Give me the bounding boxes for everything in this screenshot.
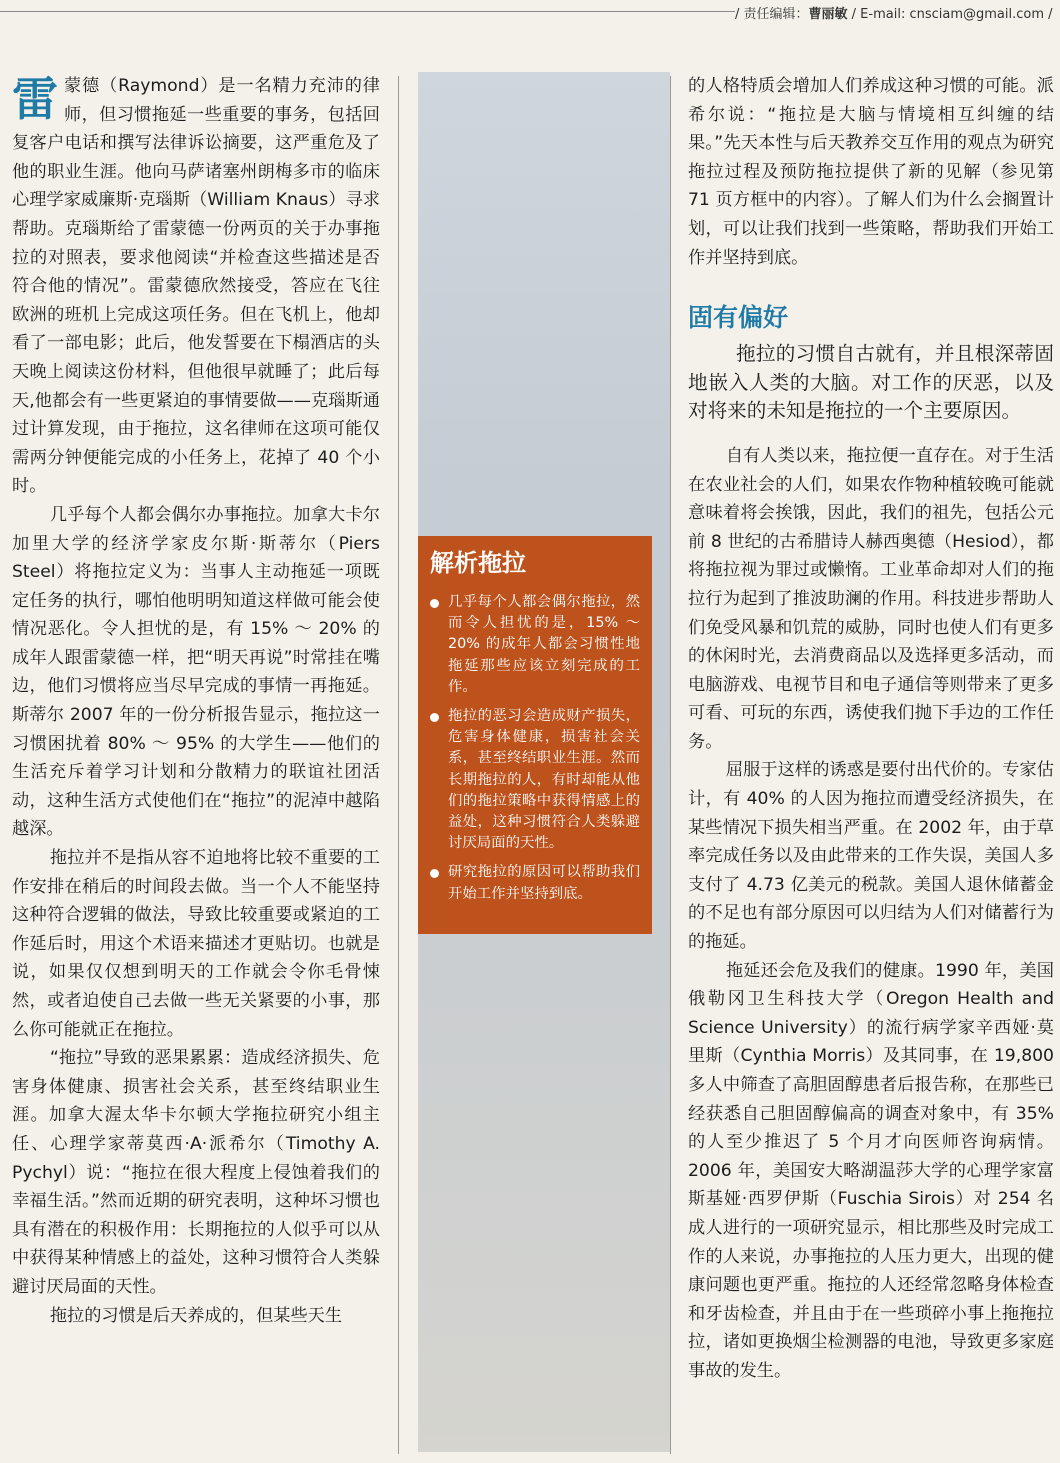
- paragraph-5: 拖拉的习惯是后天养成的，但某些天生: [49, 1305, 343, 1326]
- header-rule: [0, 11, 735, 12]
- sidebar-item: [430, 592, 640, 698]
- intro-paragraph: 的人格特质会增加人们养成这种习惯的可能。派希尔说：“拖拉是大脑与情境相互纠缠的结果。”先天本性与后天教养交互作用的观点为研究拖拉过程及预防拖拉提供了新的见解（参见第 71 页方框中的内容）。了解人们为什么会搁置计划，可以让我们找到一些策略，帮助我们开始工作并坚持到底。: [688, 76, 1054, 268]
- editor-name: 曹丽敏: [808, 7, 848, 22]
- paragraph-1: [12, 72, 380, 501]
- sidebar-item: [430, 862, 640, 904]
- column-divider-left: [398, 76, 399, 1454]
- page-header: [0, 0, 1060, 28]
- bullet-icon: [430, 599, 439, 608]
- bullet-icon: [430, 713, 439, 722]
- section-lead-text: 拖拉的习惯自古就有，并且根深蒂固地嵌入人类的大脑。对工作的厌恶，以及对将来的未知是拖拉的一个主要原因。: [688, 342, 1054, 423]
- sidebar-item-text: 研究拖拉的原因可以帮助我们开始工作并坚持到底。: [448, 864, 640, 902]
- article-column-right: [688, 72, 1054, 1386]
- paragraph-6: 自有人类以来，拖拉便一直存在。对于生活在农业社会的人们，如果农作物种植较晚可能就意味着将会挨饿，因此，我们的祖先，包括公元前 8 世纪的古希腊诗人赫西奥德（Hesiod），都将拖拉视为罪过或懒惰。工业革命却对人们的拖拉行为起到了推波助澜的作用。科技进步帮助人们免受风暴和饥荒的威胁，同时也使人们有更多的休闲时光，去消费商品以及选择更多活动，而电脑游戏、电视节目和电子通信等则带来了更多可看、可玩的东西，诱使我们抛下手边的工作任务。: [688, 445, 1054, 752]
- paragraph-2: 几乎每个人都会偶尔办事拖拉。加拿大卡尔加里大学的经济学家皮尔斯·斯蒂尔（Piers Steel）将拖拉定义为：当事人主动拖延一项既定任务的执行，哪怕他明明知道这样做可能会使情况恶化。令人担忧的是，有 15% ～ 20% 的成年人跟雷蒙德一样，把“明天再说”时常挂在嘴边，他们习惯将应当尽早完成的事情一再拖延。斯蒂尔 2007 年的一份分析报告显示，拖拉这一习惯困扰着 80% ～ 95% 的大学生——他们的生活充斥着学习计划和分散精力的联谊社团活动，这种生活方式使他们在“拖拉”的泥淖中越陷越深。: [12, 504, 380, 840]
- paragraph-7: 屈服于这样的诱惑是要付出代价的。专家估计，有 40% 的人因为拖拉而遭受经济损失，在某些情况下损失相当严重。在 2002 年，由于草率完成任务以及由此带来的工作失误，美国人多支付了 4.73 亿美元的税款。美国人退休储蓄金的不足也有部分原因可以归结为人们对储蓄行为的拖延。: [688, 760, 1054, 953]
- bullet-icon: [430, 869, 439, 878]
- drop-cap: 雷: [12, 72, 58, 126]
- editor-email: / E-mail: cnsciam@gmail.com /: [851, 7, 1053, 22]
- column-divider-right: [670, 76, 671, 1454]
- header-credit: [735, 3, 1053, 22]
- sidebar-item: [430, 706, 640, 854]
- sidebar-item-text: 几乎每个人都会偶尔拖拉，然而令人担忧的是，15% ～ 20% 的成年人都会习惯性地拖延那些应该立刻完成的工作。: [448, 594, 640, 695]
- paragraph-4: “拖拉”导致的恶果累累：造成经济损失、危害身体健康、损害社会关系，甚至终结职业生涯。加拿大渥太华卡尔顿大学拖拉研究小组主任、心理学家蒂莫西·A·派希尔（Timothy A. Pychyl）说：“拖拉在很大程度上侵蚀着我们的幸福生活。”然而近期的研究表明，这种坏习惯也具有潜在的积极作用：长期拖拉的人似乎可以从中获得某种情感上的益处，这种习惯符合人类躲避讨厌局面的天性。: [12, 1048, 380, 1297]
- paragraph-3: 拖拉并不是指从容不迫地将比较不重要的工作安排在稍后的时间段去做。当一个人不能坚持这种符合逻辑的做法，导致比较重要或紧迫的工作延后时，用这个术语来描述才更贴切。也就是说，如果仅仅想到明天的工作就会令你毛骨悚然，或者迫使自己去做一些无关紧要的小事，那么你可能就正在拖拉。: [12, 848, 380, 1040]
- paragraph-1-text: 蒙德（Raymond）是一名精力充沛的律师，但习惯拖延一些重要的事务，包括回复客户电话和撰写法律诉讼摘要，这严重危及了他的职业生涯。他向马萨诸塞州朗梅多市的临床心理学家威廉斯·克瑙斯（William Knaus）寻求帮助。克瑙斯给了雷蒙德一份两页的关于办事拖拉的对照表，要求他阅读“并检查这些描述是否符合他的情况”。雷蒙德欣然接受，答应在飞往欧洲的班机上完成这项任务。但在飞机上，他却看了一部电影；此后，他发誓要在下榻酒店的头天晚上阅读这份材料，但他很早就睡了；此后每天,他都会有一些更紧迫的事情要做——克瑙斯通过计算发现，由于拖拉，这名律师在这项可能仅需两分钟便能完成的小任务上，花掉了 40 个小时。: [12, 76, 380, 497]
- sidebar-item-text: 拖拉的恶习会造成财产损失，危害身体健康，损害社会关系，甚至终结职业生涯。然而长期拖拉的人，有时却能从他们的拖拉策略中获得情感上的益处，这种习惯符合人类躲避讨厌局面的天性。: [448, 708, 640, 852]
- article-column-left: [12, 72, 380, 1330]
- sidebar-box: [418, 536, 652, 934]
- sidebar-title: 解析拖拉: [430, 549, 526, 577]
- section-lead: [688, 340, 1054, 426]
- editor-label: / 责任编辑：: [735, 7, 809, 22]
- paragraph-8: 拖延还会危及我们的健康。1990 年，美国俄勒冈卫生科技大学（Oregon Health and Science University）的流行病学家辛西娅·莫里斯（Cynthia Morris）及其同事，在 19,800 多人中筛查了高胆固醇患者后报告称，在那些已经获悉自己胆固醇偏高的调查对象中，有 35% 的人至少推迟了 5 个月才向医师咨询病情。2006 年，美国安大略湖温莎大学的心理学家富斯基娅·西罗伊斯（Fuschia Sirois）对 254 名成人进行的一项研究显示，相比那些及时完成工作的人来说，办事拖拉的人压力更大，出现的健康问题也更严重。拖拉的人还经常忽略身体检查和牙齿检查，并且由于在一些琐碎小事上拖拖拉拉，诸如更换烟尘检测器的电池，导致更多家庭事故的发生。: [688, 960, 1054, 1381]
- section-heading: 固有偏好: [688, 303, 789, 333]
